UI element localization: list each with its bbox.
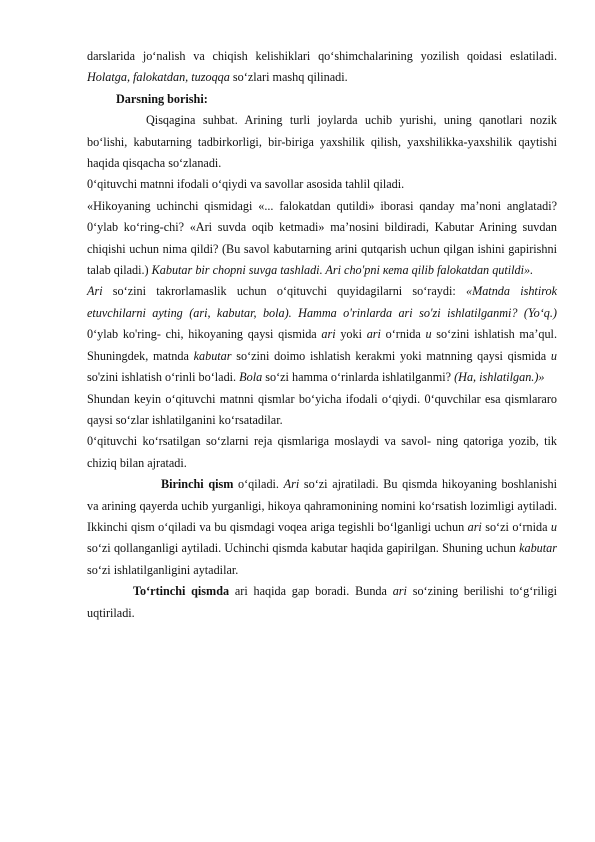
italic-run: u	[550, 348, 557, 363]
paragraph-conversation: Qisqagina suhbat. Arining turli joylarda uchib yurishi, uning qanotlari nozik bo‘lishi, kabutarning tadbirkorligi, bir-biriga yaxshilik qilish, yaxshilikka-yaxshilik qaytishi haqida qisqacha so‘zlanadi.	[87, 113, 557, 171]
bold-run: Birinchi qism	[161, 477, 234, 492]
text-run: darslarida jo‘nalish va chiqish kelishiklari qo‘shimchalarining yozilish qoidasi eslatiladi.	[87, 49, 557, 63]
italic-run: ari	[366, 327, 381, 342]
document-page	[87, 46, 557, 624]
paragraph-first-part	[87, 474, 557, 581]
bold-run: To‘rtinchi qismda	[133, 584, 230, 599]
paragraph-intro	[87, 46, 557, 89]
text-run: so‘zining berilishi to‘g‘riligi uqtiriladi.	[87, 584, 557, 620]
paragraph-parts-reading: Shundan keyin o‘qituvchi matnni qismlar bo‘yicha ifodali o‘qiydi. 0‘quvchilar esa qismlararo qaysi so‘zlar ishlatilganini ko‘rsatadilar.	[87, 391, 557, 427]
italic-run: Ari	[87, 284, 103, 299]
italic-run: (Ha, ishlatilgan.)»	[454, 370, 545, 385]
paragraph-reading: 0‘qituvchi matnni ifodali o‘qiydi va savollar asosida tahlil qiladi.	[87, 177, 405, 192]
text-run: so'zini ishlatish o‘rinli bo‘ladi.	[87, 370, 240, 385]
italic-run: Ari	[283, 477, 300, 492]
text-run: so‘zi ishlatilganligini aytadilar.	[87, 562, 239, 577]
italic-run: ari	[467, 519, 482, 534]
text-run: 0‘ylab ko'ring- chi, hikoyaning qaysi qismida	[87, 327, 322, 342]
text-run: o‘rnida	[380, 327, 426, 342]
text-run: yoki	[335, 327, 367, 342]
text-run: so‘zi ajratiladi. Bu qismda hikoyaning boshlanishi va arining qayerda uchib yurganligi, hikoya qahramonining nomini ko‘rsatish lozimligi aytiladi. Ikkinchi qism o‘qiladi va bu qismdagi voqea ariga tegishli bo‘lganligi uchun	[87, 477, 557, 534]
italic-run: kabutar	[193, 348, 232, 363]
text-run: so‘zi hamma o‘rinlarda ishlatilganmi?	[262, 370, 455, 385]
italic-run: kabutar	[519, 541, 557, 556]
text-run: o‘qiladi.	[233, 477, 284, 492]
italic-run: Kabutar bir chopni suvga tashladi. Ari cho'pni кета qilib falokatdan qutildi».	[151, 263, 534, 278]
italic-run: ari	[321, 327, 336, 342]
italic-run: Bola	[239, 370, 263, 385]
text-run: so‘zini doimo ishlatish kerakmi yoki matnning qaysi qismida	[231, 348, 551, 363]
text-run: «Hikoyaning uchinchi qismidagi «... falokatdan qutildi» iborasi qanday ma’noni anglatadi? 0‘ylab ko‘ring-chi? «Ari suvda oqib ketmadi» ma’nosini bildiradi, Kabutar Arining suvdan chiqishi uchun nima qildi? (Bu savol kabutarning arini qutqarish uchun qilgan ishini gapirishni talab qiladi.)	[87, 198, 557, 278]
italic-run: ari	[392, 584, 407, 599]
text-run: so‘zi qollanganligi aytiladi. Uchinchi qismda kabutar haqida gapirilgan. Shuning uchun	[87, 541, 520, 556]
italic-run: u	[550, 519, 557, 534]
italic-run: «Matnda ishtirok etuvchilarni ayting (ari, kabutar, bola). Hamma o'rinlarda ari so'zi ishlatilganmi? (Yo‘q.)	[87, 284, 557, 320]
paragraph-fourth-part	[87, 581, 557, 624]
paragraph-questions	[87, 196, 557, 282]
paragraph-plan: 0‘qituvchi ko‘rsatilgan so‘zlarni reja qismlariga moslaydi va savol- ning qatoriga yozib, tik chiziq bilan ajratadi.	[87, 434, 557, 470]
paragraph-word-repetition	[87, 281, 557, 388]
text-run: so‘zlari mashq qilinadi.	[229, 70, 348, 85]
text-run: ari haqida gap boradi. Bunda	[229, 584, 393, 599]
text-run: so‘zi o‘rnida	[481, 519, 551, 534]
section-heading: Darsning borishi:	[116, 91, 208, 106]
italic-run: u	[425, 327, 432, 342]
italic-run: Holatga, falokatdan, tuzoqqa	[87, 70, 230, 85]
text-run: so‘zini ishlatish ma’qul. Shuningdek, matnda	[87, 327, 557, 363]
text-run: so‘zini takrorlamaslik uchun o‘qituvchi quyidagilarni so‘raydi:	[102, 284, 466, 299]
